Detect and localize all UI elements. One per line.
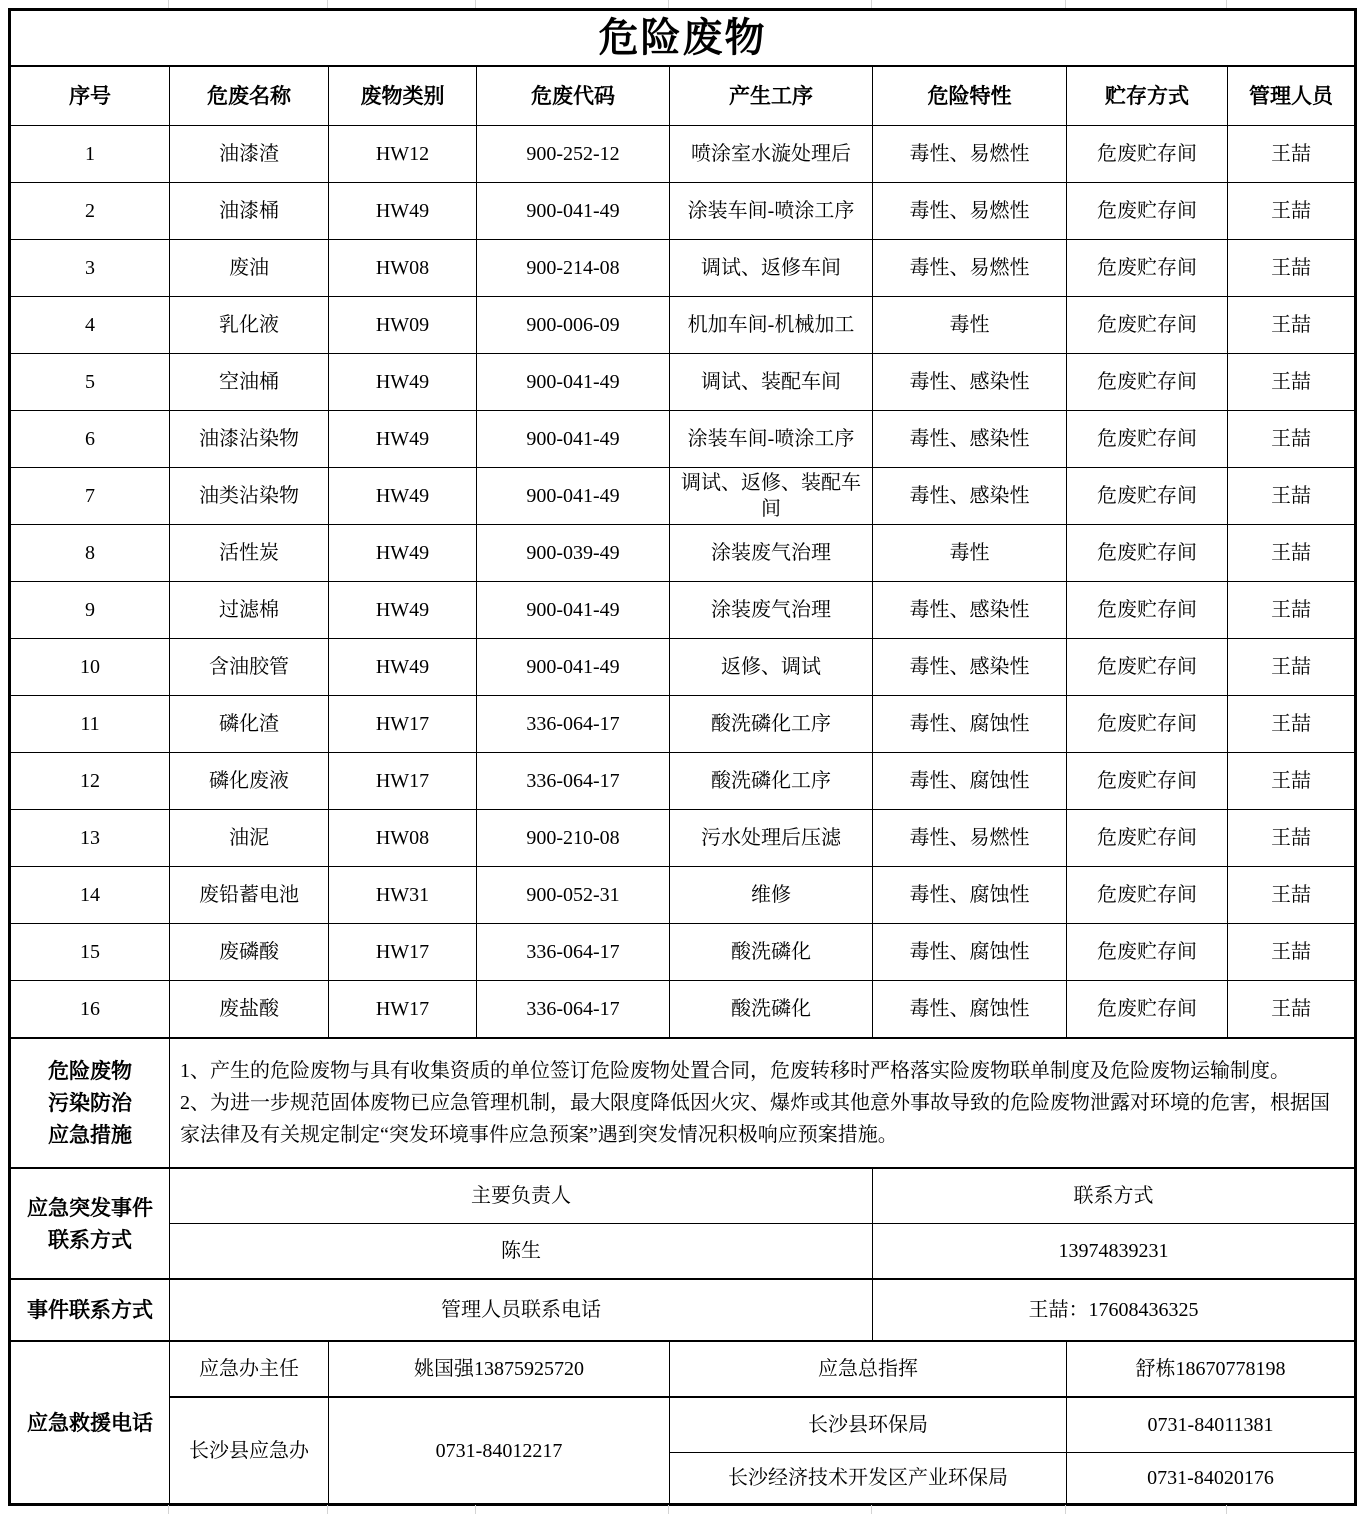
gridline bbox=[327, 0, 328, 8]
emergency-contact-label-line: 联系方式 bbox=[48, 1227, 132, 1252]
gridline bbox=[668, 1505, 669, 1514]
table-cell: 900-041-49 bbox=[477, 354, 670, 411]
table-row bbox=[10, 411, 1356, 468]
table-cell: 危废贮存间 bbox=[1067, 354, 1228, 411]
table-cell: 涂装废气治理 bbox=[670, 582, 873, 639]
table-cell: 危废贮存间 bbox=[1067, 810, 1228, 867]
event-contact-field: 管理人员联系电话 bbox=[170, 1279, 873, 1341]
column-header-serial-number: 序号 bbox=[10, 66, 170, 126]
table-cell: 调试、返修车间 bbox=[670, 240, 873, 297]
main-table-body bbox=[10, 126, 1356, 1039]
rescue-role-commander: 应急总指挥 bbox=[670, 1341, 1067, 1397]
table-cell: 危废贮存间 bbox=[1067, 696, 1228, 753]
table-cell: 9 bbox=[10, 582, 170, 639]
hazardous-waste-table bbox=[8, 8, 1357, 1506]
table-cell: 5 bbox=[10, 354, 170, 411]
gridline bbox=[327, 1505, 328, 1514]
table-cell: 过滤棉 bbox=[170, 582, 329, 639]
column-header-hazard-characteristics: 危险特性 bbox=[873, 66, 1067, 126]
table-row bbox=[10, 981, 1356, 1039]
table-cell: 返修、调试 bbox=[670, 639, 873, 696]
table-cell: 900-210-08 bbox=[477, 810, 670, 867]
table-cell: 危废贮存间 bbox=[1067, 468, 1228, 525]
prevention-label-line: 污染防治 bbox=[48, 1091, 132, 1115]
emergency-contact-phone-header: 联系方式 bbox=[873, 1168, 1356, 1224]
table-cell: 机加车间-机械加工 bbox=[670, 297, 873, 354]
rescue-epa-county-phone: 0731-84011381 bbox=[1067, 1397, 1356, 1453]
table-cell: 毒性、腐蚀性 bbox=[873, 981, 1067, 1039]
table-cell: 3 bbox=[10, 240, 170, 297]
column-header-waste-name: 危废名称 bbox=[170, 66, 329, 126]
gridline bbox=[1226, 0, 1227, 8]
gridline bbox=[1065, 1505, 1066, 1514]
table-cell: 10 bbox=[10, 639, 170, 696]
table-cell: 废油 bbox=[170, 240, 329, 297]
rescue-epa-zone-phone: 0731-84020176 bbox=[1067, 1453, 1356, 1505]
rescue-role-director: 应急办主任 bbox=[170, 1341, 329, 1397]
table-cell: HW17 bbox=[329, 696, 477, 753]
prevention-measure-item: 2、为进一步规范固体废物已应急管理机制，最大限度降低因火灾、爆炸或其他意外事故导致的危险废物泄露对环境的危害，根据国家法律及有关规定制定“突发环境事件应急预案”遇到突发情况积极响应预案措施。 bbox=[180, 1092, 1330, 1146]
table-cell: HW49 bbox=[329, 183, 477, 240]
gridline bbox=[168, 1505, 169, 1514]
table-cell: 喷涂室水漩处理后 bbox=[670, 126, 873, 183]
table-cell: 王喆 bbox=[1228, 639, 1356, 696]
emergency-contact-person-header: 主要负责人 bbox=[170, 1168, 873, 1224]
table-cell: 1 bbox=[10, 126, 170, 183]
emergency-contact-phone: 13974839231 bbox=[873, 1224, 1356, 1280]
table-cell: HW31 bbox=[329, 867, 477, 924]
prevention-label-line: 危险废物 bbox=[48, 1059, 132, 1083]
table-cell: 活性炭 bbox=[170, 525, 329, 582]
table-cell: 涂装车间-喷涂工序 bbox=[670, 411, 873, 468]
table-cell: 900-039-49 bbox=[477, 525, 670, 582]
emergency-contact-header-row bbox=[10, 1168, 1356, 1224]
table-cell: 王喆 bbox=[1228, 240, 1356, 297]
table-cell: 危废贮存间 bbox=[1067, 525, 1228, 582]
table-cell: 油类沾染物 bbox=[170, 468, 329, 525]
prevention-section-label bbox=[10, 1038, 170, 1168]
table-cell: 900-041-49 bbox=[477, 639, 670, 696]
table-cell: 15 bbox=[10, 924, 170, 981]
table-row bbox=[10, 753, 1356, 810]
table-cell: 王喆 bbox=[1228, 924, 1356, 981]
table-cell: 7 bbox=[10, 468, 170, 525]
table-cell: 336-064-17 bbox=[477, 753, 670, 810]
table-cell: 王喆 bbox=[1228, 354, 1356, 411]
table-cell: HW08 bbox=[329, 240, 477, 297]
event-contact-row bbox=[10, 1279, 1356, 1341]
table-cell: 王喆 bbox=[1228, 810, 1356, 867]
table-cell: 900-041-49 bbox=[477, 183, 670, 240]
table-cell: 含油胶管 bbox=[170, 639, 329, 696]
table-cell: 王喆 bbox=[1228, 867, 1356, 924]
table-cell: HW17 bbox=[329, 981, 477, 1039]
prevention-section-row bbox=[10, 1038, 1356, 1168]
table-cell: 废盐酸 bbox=[170, 981, 329, 1039]
table-cell: 王喆 bbox=[1228, 981, 1356, 1039]
table-cell: 王喆 bbox=[1228, 411, 1356, 468]
table-cell: 900-214-08 bbox=[477, 240, 670, 297]
table-cell: HW49 bbox=[329, 525, 477, 582]
table-row bbox=[10, 696, 1356, 753]
table-cell: 11 bbox=[10, 696, 170, 753]
table-cell: 王喆 bbox=[1228, 582, 1356, 639]
rescue-director-contact: 姚国强13875925720 bbox=[329, 1341, 670, 1397]
table-cell: 4 bbox=[10, 297, 170, 354]
table-cell: 900-041-49 bbox=[477, 411, 670, 468]
table-cell: 王喆 bbox=[1228, 753, 1356, 810]
table-cell: 危废贮存间 bbox=[1067, 126, 1228, 183]
gridline bbox=[1065, 0, 1066, 8]
table-cell: 12 bbox=[10, 753, 170, 810]
table-row bbox=[10, 468, 1356, 525]
table-cell: 乳化液 bbox=[170, 297, 329, 354]
rescue-commander-contact: 舒栋18670778198 bbox=[1067, 1341, 1356, 1397]
table-cell: 14 bbox=[10, 867, 170, 924]
emergency-contact-label-line: 应急突发事件 bbox=[27, 1195, 153, 1220]
table-cell: 油泥 bbox=[170, 810, 329, 867]
table-cell: 毒性、易燃性 bbox=[873, 126, 1067, 183]
table-cell: 13 bbox=[10, 810, 170, 867]
table-cell: 毒性、腐蚀性 bbox=[873, 696, 1067, 753]
table-cell: 酸洗磷化 bbox=[670, 981, 873, 1039]
gridline bbox=[668, 0, 669, 8]
table-cell: 毒性 bbox=[873, 525, 1067, 582]
event-contact-value: 王喆：17608436325 bbox=[873, 1279, 1356, 1341]
table-cell: 336-064-17 bbox=[477, 924, 670, 981]
table-cell: 毒性、感染性 bbox=[873, 411, 1067, 468]
table-cell: 废铅蓄电池 bbox=[170, 867, 329, 924]
table-cell: 危废贮存间 bbox=[1067, 639, 1228, 696]
gridline bbox=[475, 0, 476, 8]
table-cell: 危废贮存间 bbox=[1067, 582, 1228, 639]
table-title-row bbox=[10, 10, 1356, 67]
table-cell: 危废贮存间 bbox=[1067, 411, 1228, 468]
table-cell: 油漆沾染物 bbox=[170, 411, 329, 468]
table-cell: 900-052-31 bbox=[477, 867, 670, 924]
table-cell: 王喆 bbox=[1228, 297, 1356, 354]
table-cell: 2 bbox=[10, 183, 170, 240]
table-cell: HW49 bbox=[329, 411, 477, 468]
table-cell: HW09 bbox=[329, 297, 477, 354]
table-cell: 维修 bbox=[670, 867, 873, 924]
column-header-storage-method: 贮存方式 bbox=[1067, 66, 1228, 126]
emergency-contact-person: 陈生 bbox=[170, 1224, 873, 1280]
table-row bbox=[10, 354, 1356, 411]
table-cell: 毒性、易燃性 bbox=[873, 240, 1067, 297]
table-cell: 毒性、感染性 bbox=[873, 468, 1067, 525]
table-row bbox=[10, 525, 1356, 582]
gridline bbox=[1226, 1505, 1227, 1514]
table-cell: 酸洗磷化 bbox=[670, 924, 873, 981]
rescue-county-office: 长沙县应急办 bbox=[170, 1397, 329, 1505]
table-cell: 8 bbox=[10, 525, 170, 582]
table-cell: 毒性、腐蚀性 bbox=[873, 753, 1067, 810]
table-cell: 毒性、易燃性 bbox=[873, 183, 1067, 240]
table-cell: 废磷酸 bbox=[170, 924, 329, 981]
table-cell: 污水处理后压滤 bbox=[670, 810, 873, 867]
table-cell: 危废贮存间 bbox=[1067, 867, 1228, 924]
table-cell: 毒性、易燃性 bbox=[873, 810, 1067, 867]
rescue-epa-zone: 长沙经济技术开发区产业环保局 bbox=[670, 1453, 1067, 1505]
table-cell: 磷化渣 bbox=[170, 696, 329, 753]
table-cell: 危废贮存间 bbox=[1067, 297, 1228, 354]
table-cell: 王喆 bbox=[1228, 525, 1356, 582]
column-header-production-process: 产生工序 bbox=[670, 66, 873, 126]
table-cell: HW49 bbox=[329, 354, 477, 411]
table-row bbox=[10, 183, 1356, 240]
table-cell: 毒性、感染性 bbox=[873, 639, 1067, 696]
table-cell: 王喆 bbox=[1228, 696, 1356, 753]
table-cell: 涂装车间-喷涂工序 bbox=[670, 183, 873, 240]
rescue-row-2 bbox=[10, 1397, 1356, 1453]
table-cell: 6 bbox=[10, 411, 170, 468]
table-cell: HW49 bbox=[329, 639, 477, 696]
table-row bbox=[10, 810, 1356, 867]
table-cell: HW17 bbox=[329, 753, 477, 810]
prevention-label-line: 应急措施 bbox=[48, 1123, 132, 1147]
table-cell: 毒性、腐蚀性 bbox=[873, 924, 1067, 981]
table-cell: 900-041-49 bbox=[477, 582, 670, 639]
table-cell: 336-064-17 bbox=[477, 981, 670, 1039]
emergency-contact-value-row bbox=[10, 1224, 1356, 1280]
table-row bbox=[10, 126, 1356, 183]
table-cell: 毒性、腐蚀性 bbox=[873, 867, 1067, 924]
table-cell: 油漆渣 bbox=[170, 126, 329, 183]
prevention-measures-text bbox=[170, 1038, 1356, 1168]
table-cell: 危废贮存间 bbox=[1067, 924, 1228, 981]
rescue-row-1 bbox=[10, 1341, 1356, 1397]
event-contact-section-label: 事件联系方式 bbox=[10, 1279, 170, 1341]
table-cell: 空油桶 bbox=[170, 354, 329, 411]
table-cell: HW49 bbox=[329, 468, 477, 525]
table-cell: 涂装废气治理 bbox=[670, 525, 873, 582]
table-cell: 900-006-09 bbox=[477, 297, 670, 354]
gridline bbox=[871, 0, 872, 8]
table-row bbox=[10, 639, 1356, 696]
table-cell: 危废贮存间 bbox=[1067, 753, 1228, 810]
table-cell: HW12 bbox=[329, 126, 477, 183]
table-cell: 调试、装配车间 bbox=[670, 354, 873, 411]
table-row bbox=[10, 582, 1356, 639]
table-cell: 毒性、感染性 bbox=[873, 582, 1067, 639]
table-cell: 16 bbox=[10, 981, 170, 1039]
table-cell: 油漆桶 bbox=[170, 183, 329, 240]
table-cell: 危废贮存间 bbox=[1067, 240, 1228, 297]
table-cell: 危废贮存间 bbox=[1067, 981, 1228, 1039]
gridline bbox=[871, 1505, 872, 1514]
table-row bbox=[10, 924, 1356, 981]
table-cell: HW08 bbox=[329, 810, 477, 867]
rescue-county-office-phone: 0731-84012217 bbox=[329, 1397, 670, 1505]
table-row bbox=[10, 297, 1356, 354]
table-cell: 调试、返修、装配车间 bbox=[670, 468, 873, 525]
emergency-contact-section-label bbox=[10, 1168, 170, 1279]
gridline bbox=[168, 0, 169, 8]
table-cell: 危废贮存间 bbox=[1067, 183, 1228, 240]
table-cell: 王喆 bbox=[1228, 183, 1356, 240]
column-header-manager: 管理人员 bbox=[1228, 66, 1356, 126]
table-cell: 336-064-17 bbox=[477, 696, 670, 753]
table-cell: 磷化废液 bbox=[170, 753, 329, 810]
table-row bbox=[10, 867, 1356, 924]
table-cell: 毒性 bbox=[873, 297, 1067, 354]
column-header-waste-category: 废物类别 bbox=[329, 66, 477, 126]
rescue-epa-county: 长沙县环保局 bbox=[670, 1397, 1067, 1453]
table-cell: 900-252-12 bbox=[477, 126, 670, 183]
table-cell: HW49 bbox=[329, 582, 477, 639]
table-cell: 王喆 bbox=[1228, 126, 1356, 183]
column-header-waste-code: 危废代码 bbox=[477, 66, 670, 126]
table-cell: 酸洗磷化工序 bbox=[670, 696, 873, 753]
table-cell: 毒性、感染性 bbox=[873, 354, 1067, 411]
page-title: 危险废物 bbox=[10, 10, 1356, 67]
prevention-measure-item: 1、产生的危险废物与具有收集资质的单位签订危险废物处置合同，危废转移时严格落实险废物联单制度及危险废物运输制度。 bbox=[180, 1060, 1290, 1082]
table-cell: 900-041-49 bbox=[477, 468, 670, 525]
table-header-row bbox=[10, 66, 1356, 126]
rescue-section-label: 应急救援电话 bbox=[10, 1341, 170, 1505]
table-cell: 王喆 bbox=[1228, 468, 1356, 525]
table-cell: 酸洗磷化工序 bbox=[670, 753, 873, 810]
table-row bbox=[10, 240, 1356, 297]
gridline bbox=[475, 1505, 476, 1514]
table-cell: HW17 bbox=[329, 924, 477, 981]
